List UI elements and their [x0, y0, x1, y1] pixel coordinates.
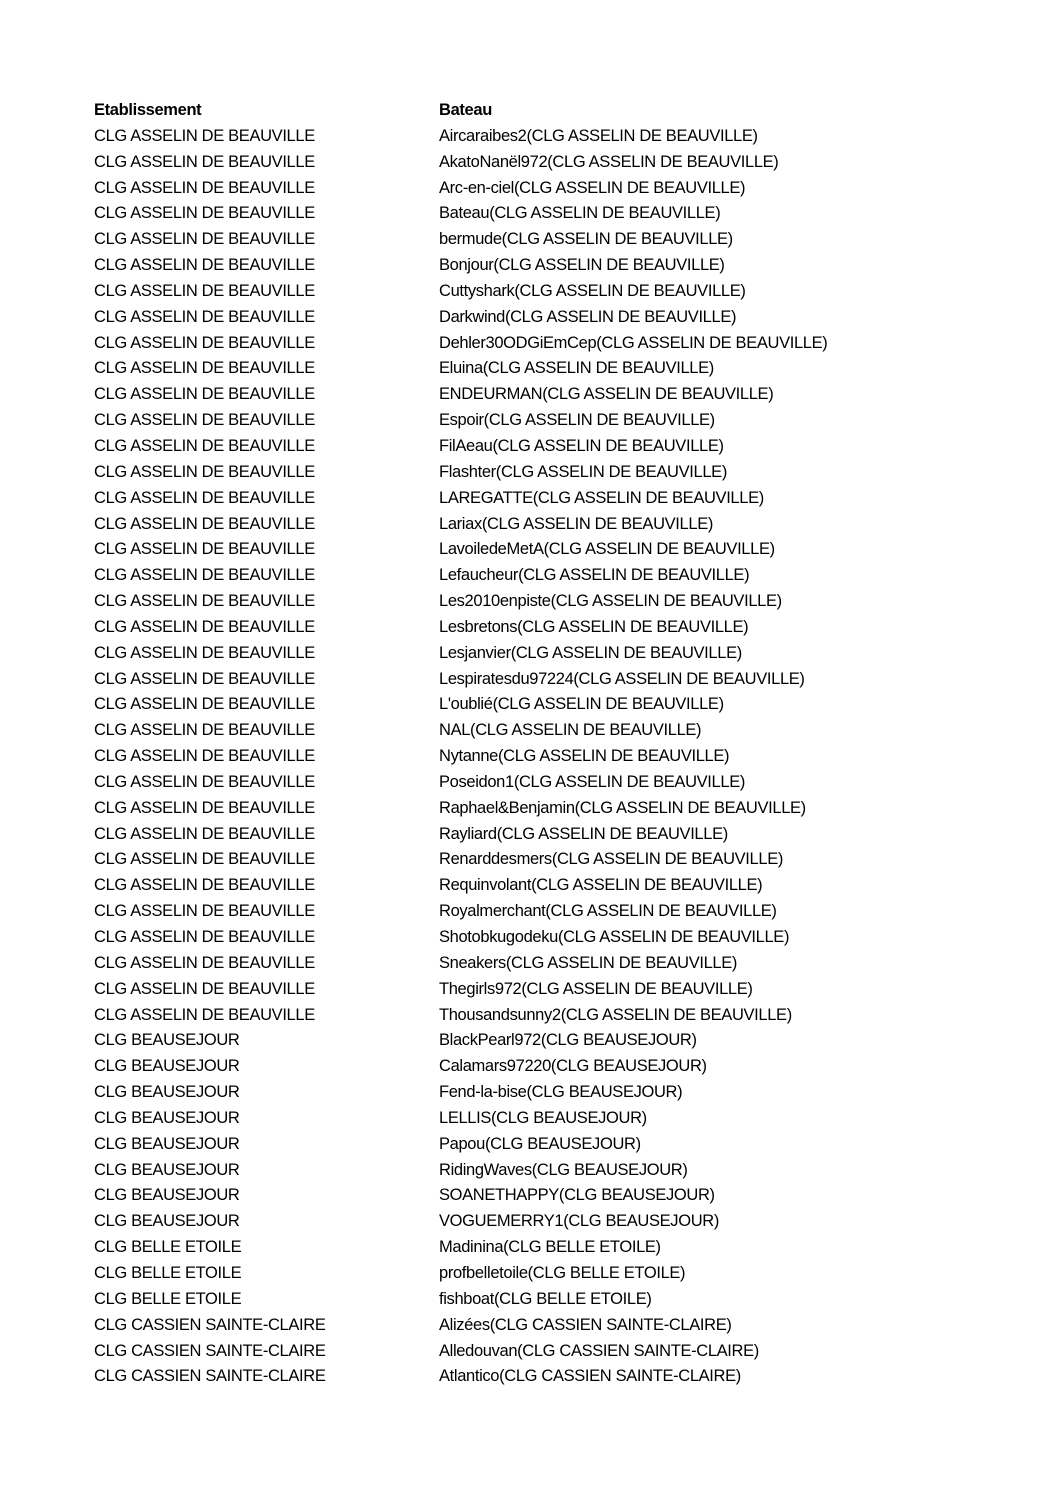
cell-etablissement: CLG ASSELIN DE BEAUVILLE — [94, 333, 315, 352]
cell-bateau: Madinina(CLG BELLE ETOILE) — [439, 1238, 661, 1257]
cell-etablissement: CLG BEAUSEJOUR — [94, 1031, 240, 1050]
table-row — [94, 356, 994, 382]
table-row — [94, 1080, 994, 1106]
cell-bateau: Bonjour(CLG ASSELIN DE BEAUVILLE) — [439, 256, 725, 275]
cell-bateau: Lespiratesdu97224(CLG ASSELIN DE BEAUVILLE) — [439, 669, 805, 688]
table-row — [94, 718, 994, 744]
cell-bateau: fishboat(CLG BELLE ETOILE) — [439, 1289, 652, 1308]
cell-bateau: Rayliard(CLG ASSELIN DE BEAUVILLE) — [439, 824, 728, 843]
table-row — [94, 382, 994, 408]
cell-bateau: Flashter(CLG ASSELIN DE BEAUVILLE) — [439, 462, 727, 481]
cell-etablissement: CLG CASSIEN SAINTE-CLAIRE — [94, 1367, 326, 1386]
cell-bateau: Fend-la-bise(CLG BEAUSEJOUR) — [439, 1083, 683, 1102]
cell-bateau: Les2010enpiste(CLG ASSELIN DE BEAUVILLE) — [439, 592, 782, 611]
cell-bateau: Alledouvan(CLG CASSIEN SAINTE-CLAIRE) — [439, 1341, 759, 1360]
table-row — [94, 873, 994, 899]
table-row — [94, 512, 994, 538]
table-row — [94, 1003, 994, 1029]
cell-bateau: Cuttyshark(CLG ASSELIN DE BEAUVILLE) — [439, 281, 746, 300]
cell-bateau: Renarddesmers(CLG ASSELIN DE BEAUVILLE) — [439, 850, 783, 869]
cell-etablissement: CLG ASSELIN DE BEAUVILLE — [94, 979, 315, 998]
cell-etablissement: CLG BELLE ETOILE — [94, 1238, 242, 1257]
cell-etablissement: CLG ASSELIN DE BEAUVILLE — [94, 592, 315, 611]
cell-bateau: Shotobkugodeku(CLG ASSELIN DE BEAUVILLE) — [439, 928, 790, 946]
cell-bateau: Aircaraibes2(CLG ASSELIN DE BEAUVILLE) — [439, 126, 758, 145]
cell-etablissement: CLG ASSELIN DE BEAUVILLE — [94, 928, 315, 946]
cell-etablissement: CLG ASSELIN DE BEAUVILLE — [94, 953, 315, 972]
cell-bateau: Atlantico(CLG CASSIEN SAINTE-CLAIRE) — [439, 1367, 741, 1386]
table-row — [94, 1054, 994, 1080]
table-row — [94, 589, 994, 615]
boat-table — [94, 98, 994, 1390]
cell-bateau: Requinvolant(CLG ASSELIN DE BEAUVILLE) — [439, 876, 763, 895]
cell-etablissement: CLG ASSELIN DE BEAUVILLE — [94, 178, 315, 197]
cell-bateau: Thegirls972(CLG ASSELIN DE BEAUVILLE) — [439, 979, 753, 998]
table-row — [94, 692, 994, 718]
table-header — [94, 98, 994, 124]
cell-etablissement: CLG ASSELIN DE BEAUVILLE — [94, 462, 315, 481]
header-etablissement: Etablissement — [94, 101, 202, 119]
table-row — [94, 1287, 994, 1313]
table-row — [94, 925, 994, 951]
table-row — [94, 1364, 994, 1390]
cell-bateau: Alizées(CLG CASSIEN SAINTE-CLAIRE) — [439, 1315, 732, 1334]
cell-bateau: bermude(CLG ASSELIN DE BEAUVILLE) — [439, 230, 733, 249]
cell-etablissement: CLG ASSELIN DE BEAUVILLE — [94, 256, 315, 275]
cell-bateau: Bateau(CLG ASSELIN DE BEAUVILLE) — [439, 204, 721, 223]
table-row — [94, 331, 994, 357]
cell-etablissement: CLG BEAUSEJOUR — [94, 1186, 240, 1205]
cell-etablissement: CLG CASSIEN SAINTE-CLAIRE — [94, 1341, 326, 1360]
cell-etablissement: CLG ASSELIN DE BEAUVILLE — [94, 359, 315, 378]
cell-etablissement: CLG ASSELIN DE BEAUVILLE — [94, 152, 315, 171]
table-row — [94, 305, 994, 331]
cell-etablissement: CLG BEAUSEJOUR — [94, 1212, 240, 1231]
cell-bateau: Arc-en-ciel(CLG ASSELIN DE BEAUVILLE) — [439, 178, 746, 197]
cell-bateau: Calamars97220(CLG BEAUSEJOUR) — [439, 1057, 707, 1076]
cell-etablissement: CLG ASSELIN DE BEAUVILLE — [94, 281, 315, 300]
cell-etablissement: CLG ASSELIN DE BEAUVILLE — [94, 204, 315, 223]
cell-etablissement: CLG ASSELIN DE BEAUVILLE — [94, 307, 315, 326]
table-row — [94, 770, 994, 796]
cell-bateau: Raphael&Benjamin(CLG ASSELIN DE BEAUVILLE) — [439, 798, 806, 817]
table-row — [94, 460, 994, 486]
cell-etablissement: CLG BEAUSEJOUR — [94, 1108, 240, 1127]
cell-etablissement: CLG ASSELIN DE BEAUVILLE — [94, 695, 315, 714]
cell-bateau: Eluina(CLG ASSELIN DE BEAUVILLE) — [439, 359, 714, 378]
cell-bateau: RidingWaves(CLG BEAUSEJOUR) — [439, 1160, 688, 1179]
cell-etablissement: CLG ASSELIN DE BEAUVILLE — [94, 721, 315, 740]
header-bateau: Bateau — [439, 101, 492, 119]
table-row — [94, 201, 994, 227]
table-row — [94, 667, 994, 693]
cell-bateau: Papou(CLG BEAUSEJOUR) — [439, 1134, 641, 1153]
cell-bateau: Espoir(CLG ASSELIN DE BEAUVILLE) — [439, 411, 715, 430]
table-row — [94, 176, 994, 202]
cell-etablissement: CLG ASSELIN DE BEAUVILLE — [94, 540, 315, 559]
table-row — [94, 1261, 994, 1287]
cell-bateau: Thousandsunny2(CLG ASSELIN DE BEAUVILLE) — [439, 1005, 792, 1024]
cell-etablissement: CLG ASSELIN DE BEAUVILLE — [94, 1005, 315, 1024]
cell-bateau: Lefaucheur(CLG ASSELIN DE BEAUVILLE) — [439, 566, 750, 585]
cell-bateau: LavoiledeMetA(CLG ASSELIN DE BEAUVILLE) — [439, 540, 775, 559]
cell-bateau: LELLIS(CLG BEAUSEJOUR) — [439, 1108, 647, 1127]
table-row — [94, 1313, 994, 1339]
cell-bateau: Nytanne(CLG ASSELIN DE BEAUVILLE) — [439, 747, 730, 766]
table-row — [94, 434, 994, 460]
table-row — [94, 563, 994, 589]
table-row — [94, 977, 994, 1003]
table-row — [94, 615, 994, 641]
table-row — [94, 1028, 994, 1054]
cell-etablissement: CLG BEAUSEJOUR — [94, 1160, 240, 1179]
table-row — [94, 253, 994, 279]
table-row — [94, 1235, 994, 1261]
cell-etablissement: CLG ASSELIN DE BEAUVILLE — [94, 643, 315, 662]
cell-etablissement: CLG ASSELIN DE BEAUVILLE — [94, 824, 315, 843]
table-row — [94, 1183, 994, 1209]
table-row — [94, 899, 994, 925]
table-row — [94, 408, 994, 434]
cell-etablissement: CLG ASSELIN DE BEAUVILLE — [94, 385, 315, 404]
cell-bateau: profbelletoile(CLG BELLE ETOILE) — [439, 1263, 686, 1282]
cell-etablissement: CLG ASSELIN DE BEAUVILLE — [94, 436, 315, 455]
table-row — [94, 641, 994, 667]
table-row — [94, 1106, 994, 1132]
cell-bateau: Lariax(CLG ASSELIN DE BEAUVILLE) — [439, 514, 713, 533]
cell-etablissement: CLG ASSELIN DE BEAUVILLE — [94, 488, 315, 507]
cell-etablissement: CLG BELLE ETOILE — [94, 1263, 242, 1282]
cell-etablissement: CLG ASSELIN DE BEAUVILLE — [94, 850, 315, 869]
cell-etablissement: CLG ASSELIN DE BEAUVILLE — [94, 747, 315, 766]
cell-etablissement: CLG ASSELIN DE BEAUVILLE — [94, 902, 315, 921]
cell-bateau: Lesbretons(CLG ASSELIN DE BEAUVILLE) — [439, 617, 749, 636]
cell-bateau: L'oublié(CLG ASSELIN DE BEAUVILLE) — [439, 695, 724, 714]
cell-etablissement: CLG CASSIEN SAINTE-CLAIRE — [94, 1315, 326, 1334]
cell-bateau: Royalmerchant(CLG ASSELIN DE BEAUVILLE) — [439, 902, 777, 921]
cell-bateau: NAL(CLG ASSELIN DE BEAUVILLE) — [439, 721, 702, 740]
cell-bateau: AkatoNanël972(CLG ASSELIN DE BEAUVILLE) — [439, 152, 779, 171]
cell-etablissement: CLG ASSELIN DE BEAUVILLE — [94, 669, 315, 688]
table-row — [94, 150, 994, 176]
cell-etablissement: CLG ASSELIN DE BEAUVILLE — [94, 566, 315, 585]
cell-bateau: Poseidon1(CLG ASSELIN DE BEAUVILLE) — [439, 772, 745, 791]
cell-etablissement: CLG ASSELIN DE BEAUVILLE — [94, 617, 315, 636]
cell-bateau: Lesjanvier(CLG ASSELIN DE BEAUVILLE) — [439, 643, 742, 662]
table-row — [94, 796, 994, 822]
cell-etablissement: CLG BEAUSEJOUR — [94, 1134, 240, 1153]
cell-bateau: FilAeau(CLG ASSELIN DE BEAUVILLE) — [439, 436, 724, 455]
cell-etablissement: CLG BEAUSEJOUR — [94, 1083, 240, 1102]
cell-bateau: Sneakers(CLG ASSELIN DE BEAUVILLE) — [439, 953, 738, 972]
cell-bateau: Darkwind(CLG ASSELIN DE BEAUVILLE) — [439, 307, 737, 326]
cell-etablissement: CLG BEAUSEJOUR — [94, 1057, 240, 1076]
cell-etablissement: CLG ASSELIN DE BEAUVILLE — [94, 876, 315, 895]
cell-etablissement: CLG ASSELIN DE BEAUVILLE — [94, 772, 315, 791]
cell-bateau: LAREGATTE(CLG ASSELIN DE BEAUVILLE) — [439, 488, 764, 507]
cell-etablissement: CLG ASSELIN DE BEAUVILLE — [94, 514, 315, 533]
cell-bateau: Dehler30ODGiEmCep(CLG ASSELIN DE BEAUVILLE) — [439, 333, 828, 352]
table-row — [94, 124, 994, 150]
table-row — [94, 951, 994, 977]
cell-etablissement: CLG ASSELIN DE BEAUVILLE — [94, 230, 315, 249]
cell-bateau: BlackPearl972(CLG BEAUSEJOUR) — [439, 1031, 697, 1050]
cell-bateau: SOANETHAPPY(CLG BEAUSEJOUR) — [439, 1186, 715, 1205]
table-row — [94, 1158, 994, 1184]
cell-etablissement: CLG BELLE ETOILE — [94, 1289, 242, 1308]
cell-etablissement: CLG ASSELIN DE BEAUVILLE — [94, 126, 315, 145]
table-row — [94, 1339, 994, 1365]
table-row — [94, 279, 994, 305]
table-row — [94, 537, 994, 563]
table-row — [94, 227, 994, 253]
table-row — [94, 822, 994, 848]
cell-etablissement: CLG ASSELIN DE BEAUVILLE — [94, 798, 315, 817]
table-row — [94, 486, 994, 512]
cell-bateau: VOGUEMERRY1(CLG BEAUSEJOUR) — [439, 1212, 719, 1231]
table-row — [94, 1132, 994, 1158]
cell-bateau: ENDEURMAN(CLG ASSELIN DE BEAUVILLE) — [439, 385, 774, 404]
cell-etablissement: CLG ASSELIN DE BEAUVILLE — [94, 411, 315, 430]
table-row — [94, 847, 994, 873]
table-row — [94, 744, 994, 770]
table-row — [94, 1209, 994, 1235]
